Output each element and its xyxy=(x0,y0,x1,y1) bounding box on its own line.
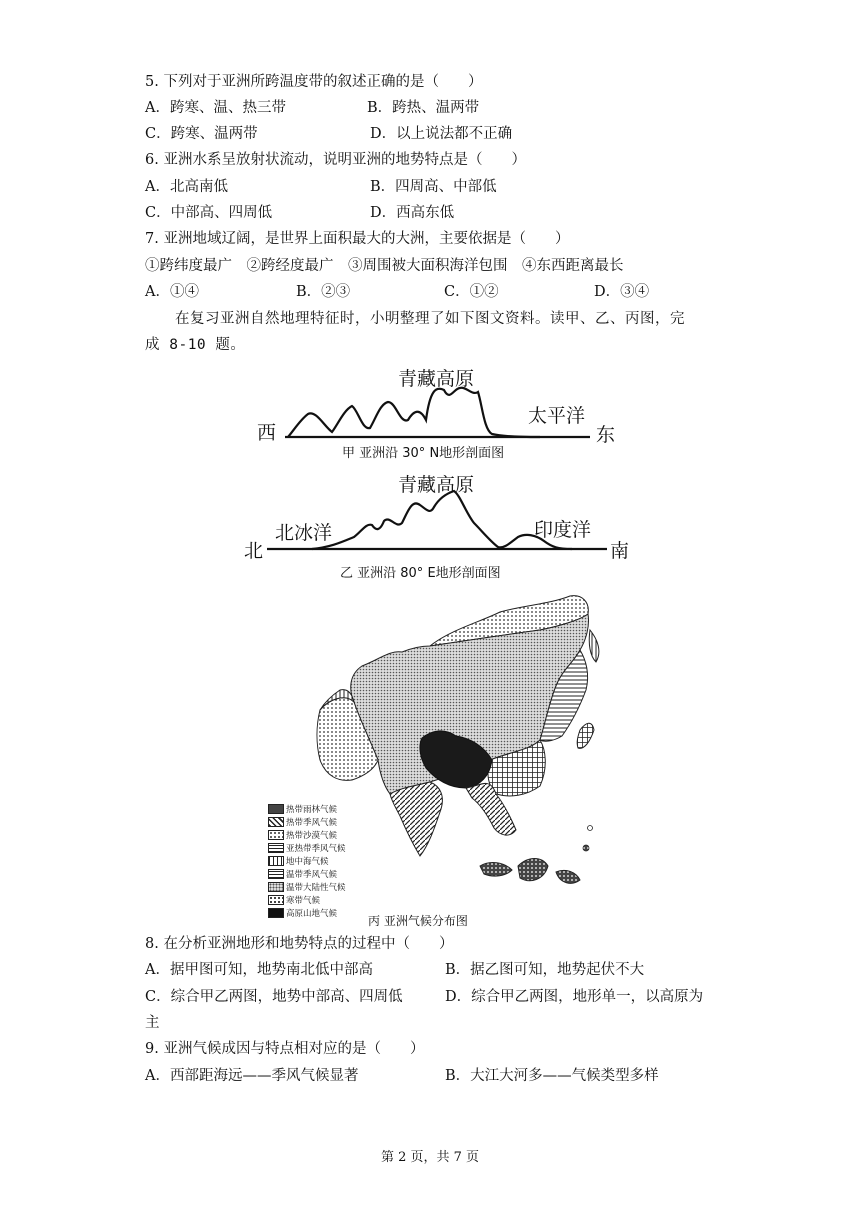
q7-option-d: D．③④ xyxy=(594,284,650,300)
q9-option-b: B．大江大河多——气候类型多样 xyxy=(445,1068,659,1084)
q5-option-c: C．跨寒、温两带 xyxy=(145,126,258,142)
q7-option-b: B．②③ xyxy=(296,284,351,300)
q5-option-b: B．跨热、温两带 xyxy=(367,100,480,116)
q8-option-b: B．据乙图可知，地势起伏不大 xyxy=(445,962,645,978)
legend-item-subtropical-monsoon: 亚热带季风气候 xyxy=(268,843,346,853)
fig-jia-east-label: 东 xyxy=(596,424,616,446)
legend-item-temperate-continental: 温带大陆性气候 xyxy=(268,882,346,892)
q9-stem: 9. 亚洲气候成因与特点相对应的是（ ） xyxy=(145,1041,425,1057)
fig-yi-peak-label: 青藏高原 xyxy=(398,474,475,496)
fig-yi-caption: 乙 亚洲沿 80° E地形剖面图 xyxy=(340,566,501,581)
q7-option-a: A．①④ xyxy=(145,284,199,300)
intro-line-1: 在复习亚洲自然地理特征时，小明整理了如下图文资料。读甲、乙、丙图，完 xyxy=(175,311,685,327)
fig-yi-profile xyxy=(262,485,612,555)
legend-item-mediterranean: 地中海气候 xyxy=(268,856,329,866)
legend-item-plateau-mountain: 高原山地气候 xyxy=(268,908,337,918)
q5-option-a: A．跨寒、温、热三带 xyxy=(145,100,286,116)
fig-yi-ocean-right-label: 印度洋 xyxy=(534,519,592,541)
page-footer: 第 2 页，共 7 页 xyxy=(380,1150,480,1165)
fig-jia-profile xyxy=(280,380,600,440)
q6-option-b: B．四周高、中部低 xyxy=(370,179,497,195)
legend-item-cold-zone: 寒带气候 xyxy=(268,895,320,905)
fig-jia-peak-label: 青藏高原 xyxy=(398,368,475,390)
fig-yi-north-label: 北 xyxy=(244,540,264,562)
q6-option-d: D．西高东低 xyxy=(370,205,455,221)
fig-bing-caption: 丙 亚洲气候分布图 xyxy=(368,914,468,928)
q7-statements: ①跨纬度最广 ②跨经度最广 ③周围被大面积海洋包围 ④东西距离最长 xyxy=(145,258,624,274)
legend-item-tropical-monsoon: 热带季风气候 xyxy=(268,817,337,827)
fig-jia-west-label: 西 xyxy=(257,422,277,444)
q5-stem: 5. 下列对于亚洲所跨温度带的叙述正确的是（ ） xyxy=(145,74,483,90)
q8-option-c: C．综合甲乙两图，地势中部高、四周低 xyxy=(145,989,403,1005)
fig-yi-south-label: 南 xyxy=(610,540,630,562)
q7-option-c: C．①② xyxy=(444,284,499,300)
q8-option-a: A．据甲图可知，地势南北低中部高 xyxy=(145,962,373,978)
q8-option-d-continued: 主 xyxy=(145,1015,160,1031)
legend-item-tropical-rainforest: 热带雨林气候 xyxy=(268,804,337,814)
fig-bing-map xyxy=(290,590,620,910)
q8-option-d: D．综合甲乙两图，地形单一，以高原为 xyxy=(445,989,704,1005)
fig-yi-ocean-left-label: 北冰洋 xyxy=(275,522,333,544)
intro-line-2: 成 8-10 题。 xyxy=(145,337,246,353)
q5-option-d: D．以上说法都不正确 xyxy=(370,126,513,142)
q8-stem: 8. 在分析亚洲地形和地势特点的过程中（ ） xyxy=(145,936,454,952)
q6-option-c: C．中部高、四周低 xyxy=(145,205,273,221)
fig-jia-ocean-label: 太平洋 xyxy=(528,405,586,427)
q6-option-a: A．北高南低 xyxy=(145,179,228,195)
q9-option-a: A．西部距海远——季风气候显著 xyxy=(145,1068,359,1084)
fig-jia-caption: 甲 亚洲沿 30° N地形剖面图 xyxy=(342,446,505,461)
q7-stem: 7. 亚洲地域辽阔，是世界上面积最大的大洲，主要依据是（ ） xyxy=(145,231,570,247)
legend-item-temperate-monsoon: 温带季风气候 xyxy=(268,869,337,879)
q6-stem: 6. 亚洲水系呈放射状流动，说明亚洲的地势特点是（ ） xyxy=(145,152,526,168)
legend-item-tropical-desert: 热带沙漠气候 xyxy=(268,830,337,840)
